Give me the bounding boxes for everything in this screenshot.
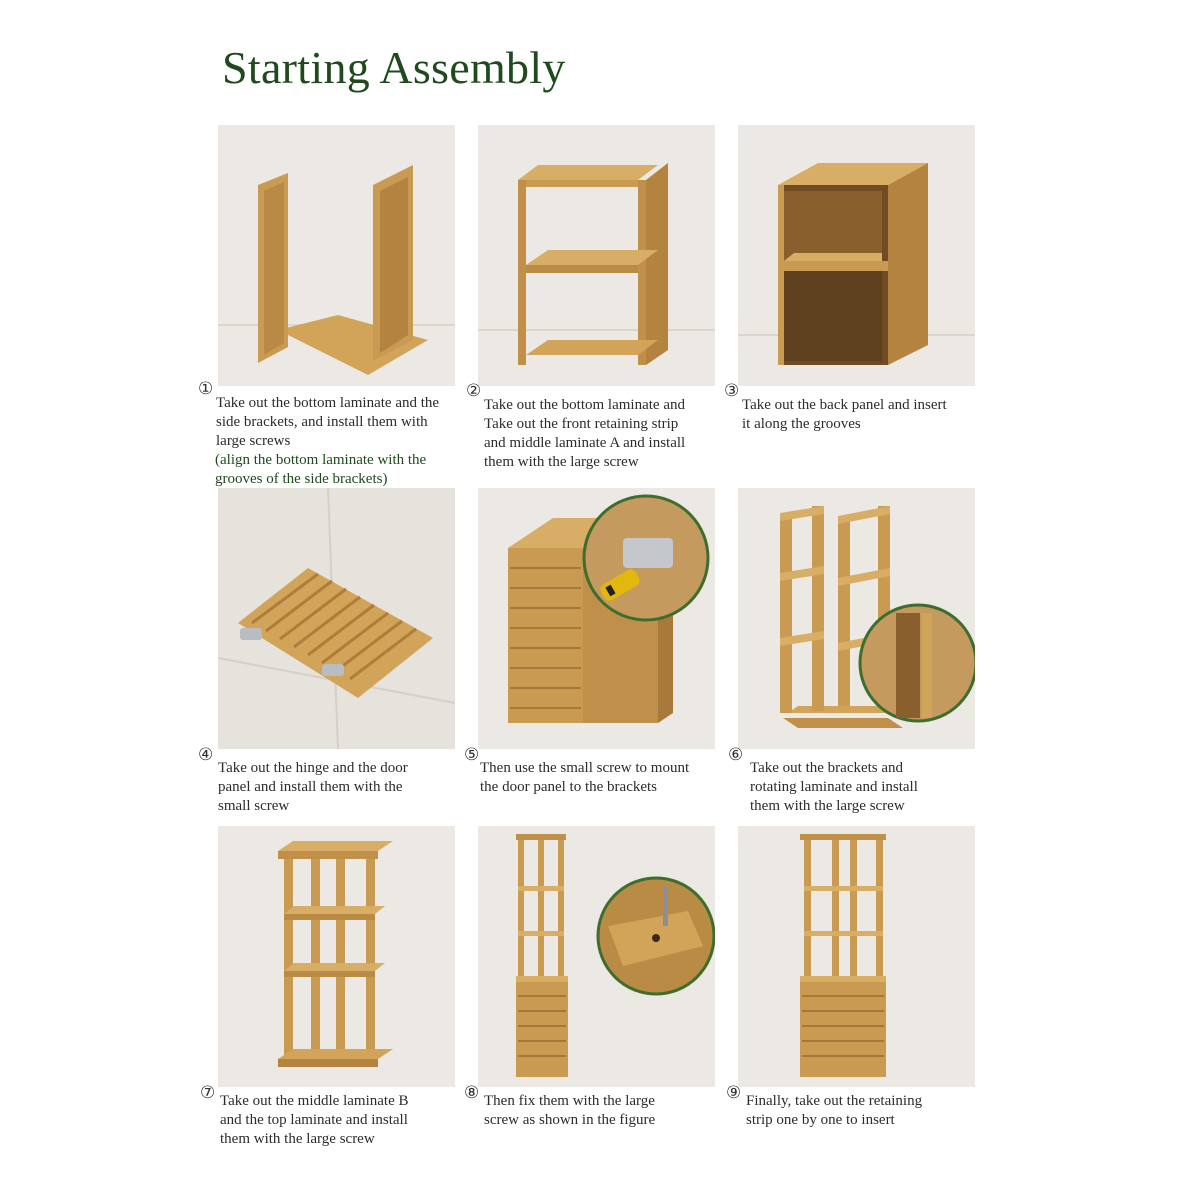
step-number: ⑥: [728, 745, 744, 764]
step-number: ②: [466, 381, 482, 400]
step-2-photo: [478, 125, 715, 386]
step-number: ⑦: [200, 1083, 216, 1102]
step-text: Take out the middle laminate B and the top laminate and install them with the large screw: [220, 1093, 409, 1147]
step-6-photo: [738, 488, 975, 749]
step-text: Then fix them with the large screw as shown in the figure: [484, 1093, 656, 1128]
step-note: (align the bottom laminate with the grooves of the side brackets): [215, 452, 427, 487]
step-number: ⑤: [464, 745, 480, 764]
step-text: Take out the back panel and insert it along the grooves: [742, 397, 947, 432]
step-number: ①: [198, 379, 214, 398]
step-9-photo: [738, 826, 975, 1087]
step-3-caption: [724, 382, 994, 434]
step-7-photo: [218, 826, 455, 1087]
step-text: Take out the hinge and the door panel and install them with the small screw: [218, 760, 408, 814]
step-number: ④: [198, 745, 214, 764]
step-number: ⑨: [726, 1083, 742, 1102]
step-7-caption: [200, 1084, 470, 1149]
step-text: Take out the brackets and rotating laminate and install them with the large screw: [750, 760, 918, 814]
step-5-caption: [464, 746, 734, 797]
page-title: Starting Assembly: [222, 42, 566, 93]
step-number: ⑧: [464, 1083, 480, 1102]
step-text: Finally, take out the retaining strip one by one to insert: [746, 1093, 923, 1128]
step-number: ③: [724, 381, 740, 400]
step-2-caption: [466, 382, 736, 472]
step-8-photo: [478, 826, 715, 1087]
step-text: Take out the bottom laminate and Take out the front retaining strip and middle laminate A and install them with the large screw: [484, 397, 686, 470]
step-1-photo: [218, 125, 455, 386]
step-4-photo: [218, 488, 455, 749]
step-3-photo: [738, 125, 975, 386]
step-1-caption: [198, 380, 483, 489]
step-text: Take out the bottom laminate and the side brackets, and install them with large screws: [216, 395, 440, 449]
step-4-caption: [198, 746, 468, 816]
step-9-caption: [726, 1084, 996, 1130]
step-text: Then use the small screw to mount the door panel to the brackets: [480, 760, 690, 795]
step-8-caption: [464, 1084, 734, 1130]
step-6-caption: [728, 746, 998, 816]
step-5-photo: [478, 488, 715, 749]
